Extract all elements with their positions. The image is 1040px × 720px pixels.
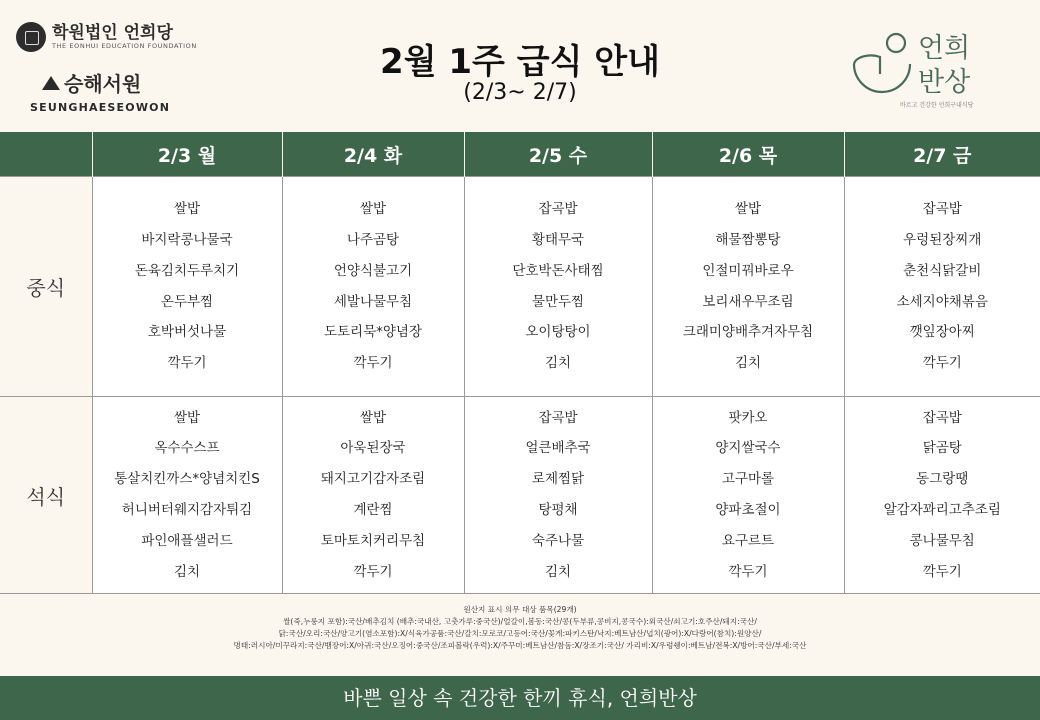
dish: 로제찜닭 — [531, 471, 585, 488]
dish: 깻잎장아찌 — [909, 324, 975, 341]
menu-cell — [464, 397, 652, 594]
menu-table — [0, 132, 1040, 594]
dish: 나주곰탕 — [346, 231, 400, 248]
lunch-row — [0, 177, 1040, 397]
dish: 잡곡밥 — [538, 201, 578, 218]
dish: 황태무국 — [531, 231, 585, 248]
dish: 허니버터웨지감자튀김 — [121, 502, 253, 518]
dish: 양파초절이 — [715, 502, 781, 518]
menu-cell — [844, 397, 1040, 594]
dish: 쌀밥 — [734, 201, 762, 218]
dish: 요구르트 — [721, 532, 775, 549]
dish: 파인애플샐러드 — [141, 532, 233, 549]
dish: 깍두기 — [922, 355, 962, 372]
dish: 단호박돈사태찜 — [512, 262, 604, 279]
dish: 잡곡밥 — [922, 409, 962, 426]
school-name: 승해서원 — [64, 72, 142, 96]
dish: 탕평채 — [538, 502, 578, 518]
foundation-name-en: THE EONHUI EDUCATION FOUNDATION — [52, 41, 197, 50]
dish: 동그랑땡 — [916, 471, 969, 488]
dish: 보리새우무조림 — [702, 293, 794, 310]
menu-cell — [652, 177, 844, 397]
notice-line: 명태:러시아/미꾸라지:국산/뱀장어:X/아귀:국산/오징어:중국산/조피볼락(우럭):X/주꾸미:베트남산/참돔:X/장조기:국산/ 가리비:X/우렁쉥이:베트남/전복:X/방어:국산/부세:국산 — [233, 641, 807, 650]
menu-cell — [464, 177, 652, 397]
school-name-en: SEUNGHAESEOWON — [30, 101, 171, 114]
dish: 도토리묵*양념장 — [323, 324, 423, 341]
brand-name-line2: 반상 — [918, 67, 971, 98]
dish: 호박버섯나물 — [147, 324, 227, 341]
notice-line: 쌀(죽,누룽지 포함):국산/배추김치 (배추:국내산, 고춧가루:중국산)/얼갈이,봄동:국산/콩(두부류,콩비지,콩국수):외국산/쇠고기:호주산/돼지:국산/ — [283, 617, 757, 626]
menu-cell — [92, 177, 282, 397]
dish: 세발나물무침 — [333, 293, 413, 310]
dish: 숙주나물 — [531, 532, 585, 549]
dish: 양지쌀국수 — [715, 440, 781, 457]
dish: 고구마롤 — [721, 471, 775, 488]
dish: 오이탕탕이 — [525, 324, 591, 341]
meal-label: 중식 — [0, 177, 92, 397]
day-header: 2/7 금 — [844, 132, 1040, 177]
dish: 아욱된장국 — [340, 440, 406, 457]
dish: 김치 — [734, 355, 762, 372]
day-header: 2/4 화 — [282, 132, 464, 177]
dish: 쌀밥 — [173, 409, 201, 426]
menu-cell — [652, 397, 844, 594]
bowl-icon — [850, 30, 914, 94]
dish: 돈육김치두루치기 — [134, 262, 240, 279]
day-header: 2/6 목 — [652, 132, 844, 177]
dish: 바지락콩나물국 — [141, 231, 233, 248]
dinner-row — [0, 397, 1040, 594]
brand-name-line1: 언희 — [918, 33, 971, 64]
dish: 소세지야채볶음 — [896, 293, 988, 310]
dish: 인절미꿔바로우 — [702, 262, 794, 279]
dish: 계란찜 — [353, 502, 393, 518]
dish: 통살치킨까스*양념치킨S — [114, 471, 260, 488]
dish: 잡곡밥 — [922, 201, 962, 218]
dish: 쌀밥 — [173, 201, 201, 218]
dish: 해물짬뽕탕 — [715, 231, 781, 248]
date-range: (2/3~ 2/7) — [463, 80, 577, 105]
dish: 깍두기 — [167, 355, 207, 372]
dish: 언양식불고기 — [333, 262, 413, 279]
dish: 물만두찜 — [531, 293, 585, 310]
menu-cell — [844, 177, 1040, 397]
dish: 깍두기 — [922, 563, 962, 580]
dish: 깍두기 — [728, 563, 768, 580]
footer-slogan: 바쁜 일상 속 건강한 한끼 휴식, 언희반상 — [0, 676, 1040, 720]
dish: 얼큰배추국 — [525, 440, 591, 457]
dish: 크래미양배추겨자무침 — [682, 324, 814, 341]
dish: 토마토치커리무침 — [320, 532, 426, 549]
origin-notice — [0, 604, 1040, 652]
dish: 콩나물무침 — [909, 532, 975, 549]
corner-cell — [0, 132, 92, 177]
dish: 깍두기 — [353, 355, 393, 372]
foundation-name: 학원법인 언희당 — [52, 22, 173, 43]
dish: 옥수수스프 — [154, 440, 220, 457]
dish: 팟카오 — [728, 409, 768, 426]
brand-tagline: 바르고 건강한 언희구내식당 — [900, 102, 974, 109]
dish: 잡곡밥 — [538, 409, 578, 426]
brand-logo — [850, 26, 1030, 116]
header — [0, 0, 1040, 132]
day-header: 2/3 월 — [92, 132, 282, 177]
meal-label: 석식 — [0, 397, 92, 594]
notice-line: 원산지 표시 의무 대상 품목(29개) — [463, 605, 577, 614]
dish: 춘천식닭갈비 — [903, 262, 982, 279]
dish: 닭곰탕 — [922, 440, 962, 457]
menu-cell — [282, 397, 464, 594]
dish: 쌀밥 — [359, 201, 387, 218]
dish: 김치 — [544, 563, 572, 580]
dish: 알감자꽈리고추조림 — [883, 502, 1001, 518]
page-title: 2월 1주 급식 안내 — [380, 42, 660, 82]
notice-line: 닭:국산/오리:국산/양고기(염소포함):X/식육가공품:국산/갈치:모로코/고등어:국산/꽃게:파키스탄/낙지:베트남산/넙치(광어):X/다랑어(참치):원양산/ — [278, 629, 762, 638]
dish: 돼지고기감자조림 — [320, 471, 426, 488]
day-header-row — [0, 132, 1040, 177]
day-header: 2/5 수 — [464, 132, 652, 177]
dish: 쌀밥 — [359, 409, 387, 426]
dish: 김치 — [173, 563, 201, 580]
dish: 온두부찜 — [160, 293, 214, 310]
menu-cell — [282, 177, 464, 397]
dish: 우렁된장찌개 — [903, 231, 982, 248]
dish: 김치 — [544, 355, 572, 372]
menu-cell — [92, 397, 282, 594]
dish: 깍두기 — [353, 563, 393, 580]
